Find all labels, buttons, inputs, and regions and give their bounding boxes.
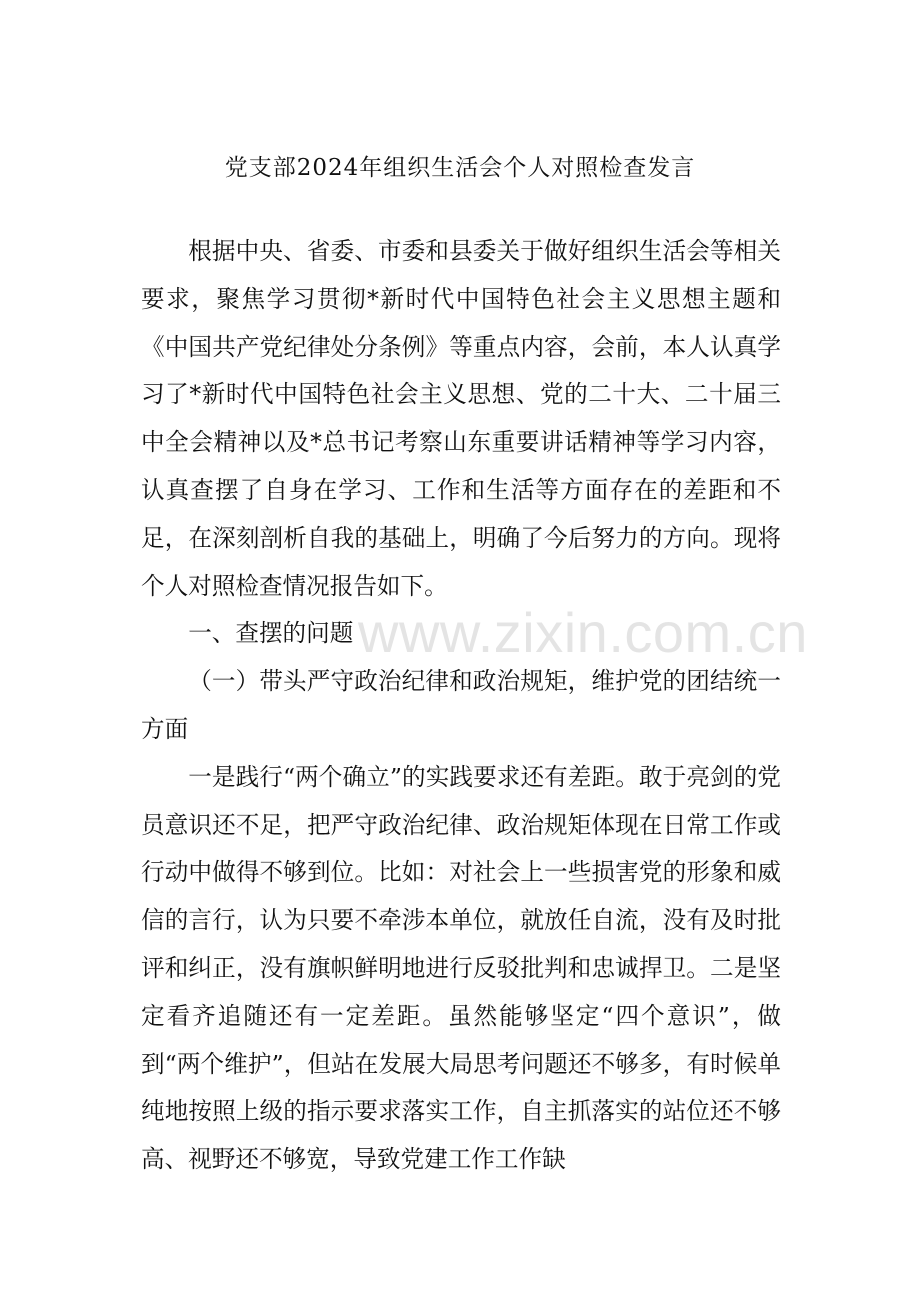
document-title: 党支部2024年组织生活会个人对照检查发言 bbox=[224, 155, 696, 181]
body-paragraph: 一是践行“两个确立”的实践要求还有差距。敢于亮剑的党员意识还不足，把严守政治纪律、政治规矩体现在日常工作或行动中做得不够到位。比如：对社会上一些损害党的形象和威信的言行，认为只要不牵涉本单位，就放任自流，没有及时批评和纠正，没有旗帜鲜明地进行反驳批判和忠诚捍卫。二是坚定看齐追随还有一定差距。虽然能够坚定“四个意识”，做到“两个维护”，但站在发展大局思考问题还不够多，有时候单纯地按照上级的指示要求落实工作，自主抓落实的站位还不够高、视野还不够宽，导致党建工作工作缺 bbox=[141, 762, 781, 1174]
intro-paragraph: 根据中央、省委、市委和县委关于做好组织生活会等相关要求，聚焦学习贯彻*新时代中国特色社会主义思想主题和《中国共产党纪律处分条例》等重点内容，会前，本人认真学习了*新时代中国特色社会主义思想、党的二十大、二十届三中全会精神以及*总书记考察山东重要讲话精神等学习内容，认真查摆了自身在学习、工作和生活等方面存在的差距和不足，在深刻剖析自我的基础上，明确了今后努力的方向。现将个人对照检查情况报告如下。 bbox=[141, 237, 781, 600]
subsection-heading: （一）带头严守政治纪律和政治规矩，维护党的团结统一方面 bbox=[141, 667, 781, 743]
watermark: www.zixin.com.cn bbox=[358, 601, 808, 664]
document-body bbox=[141, 228, 781, 1184]
section-heading: 一、查摆的问题 bbox=[188, 619, 354, 648]
